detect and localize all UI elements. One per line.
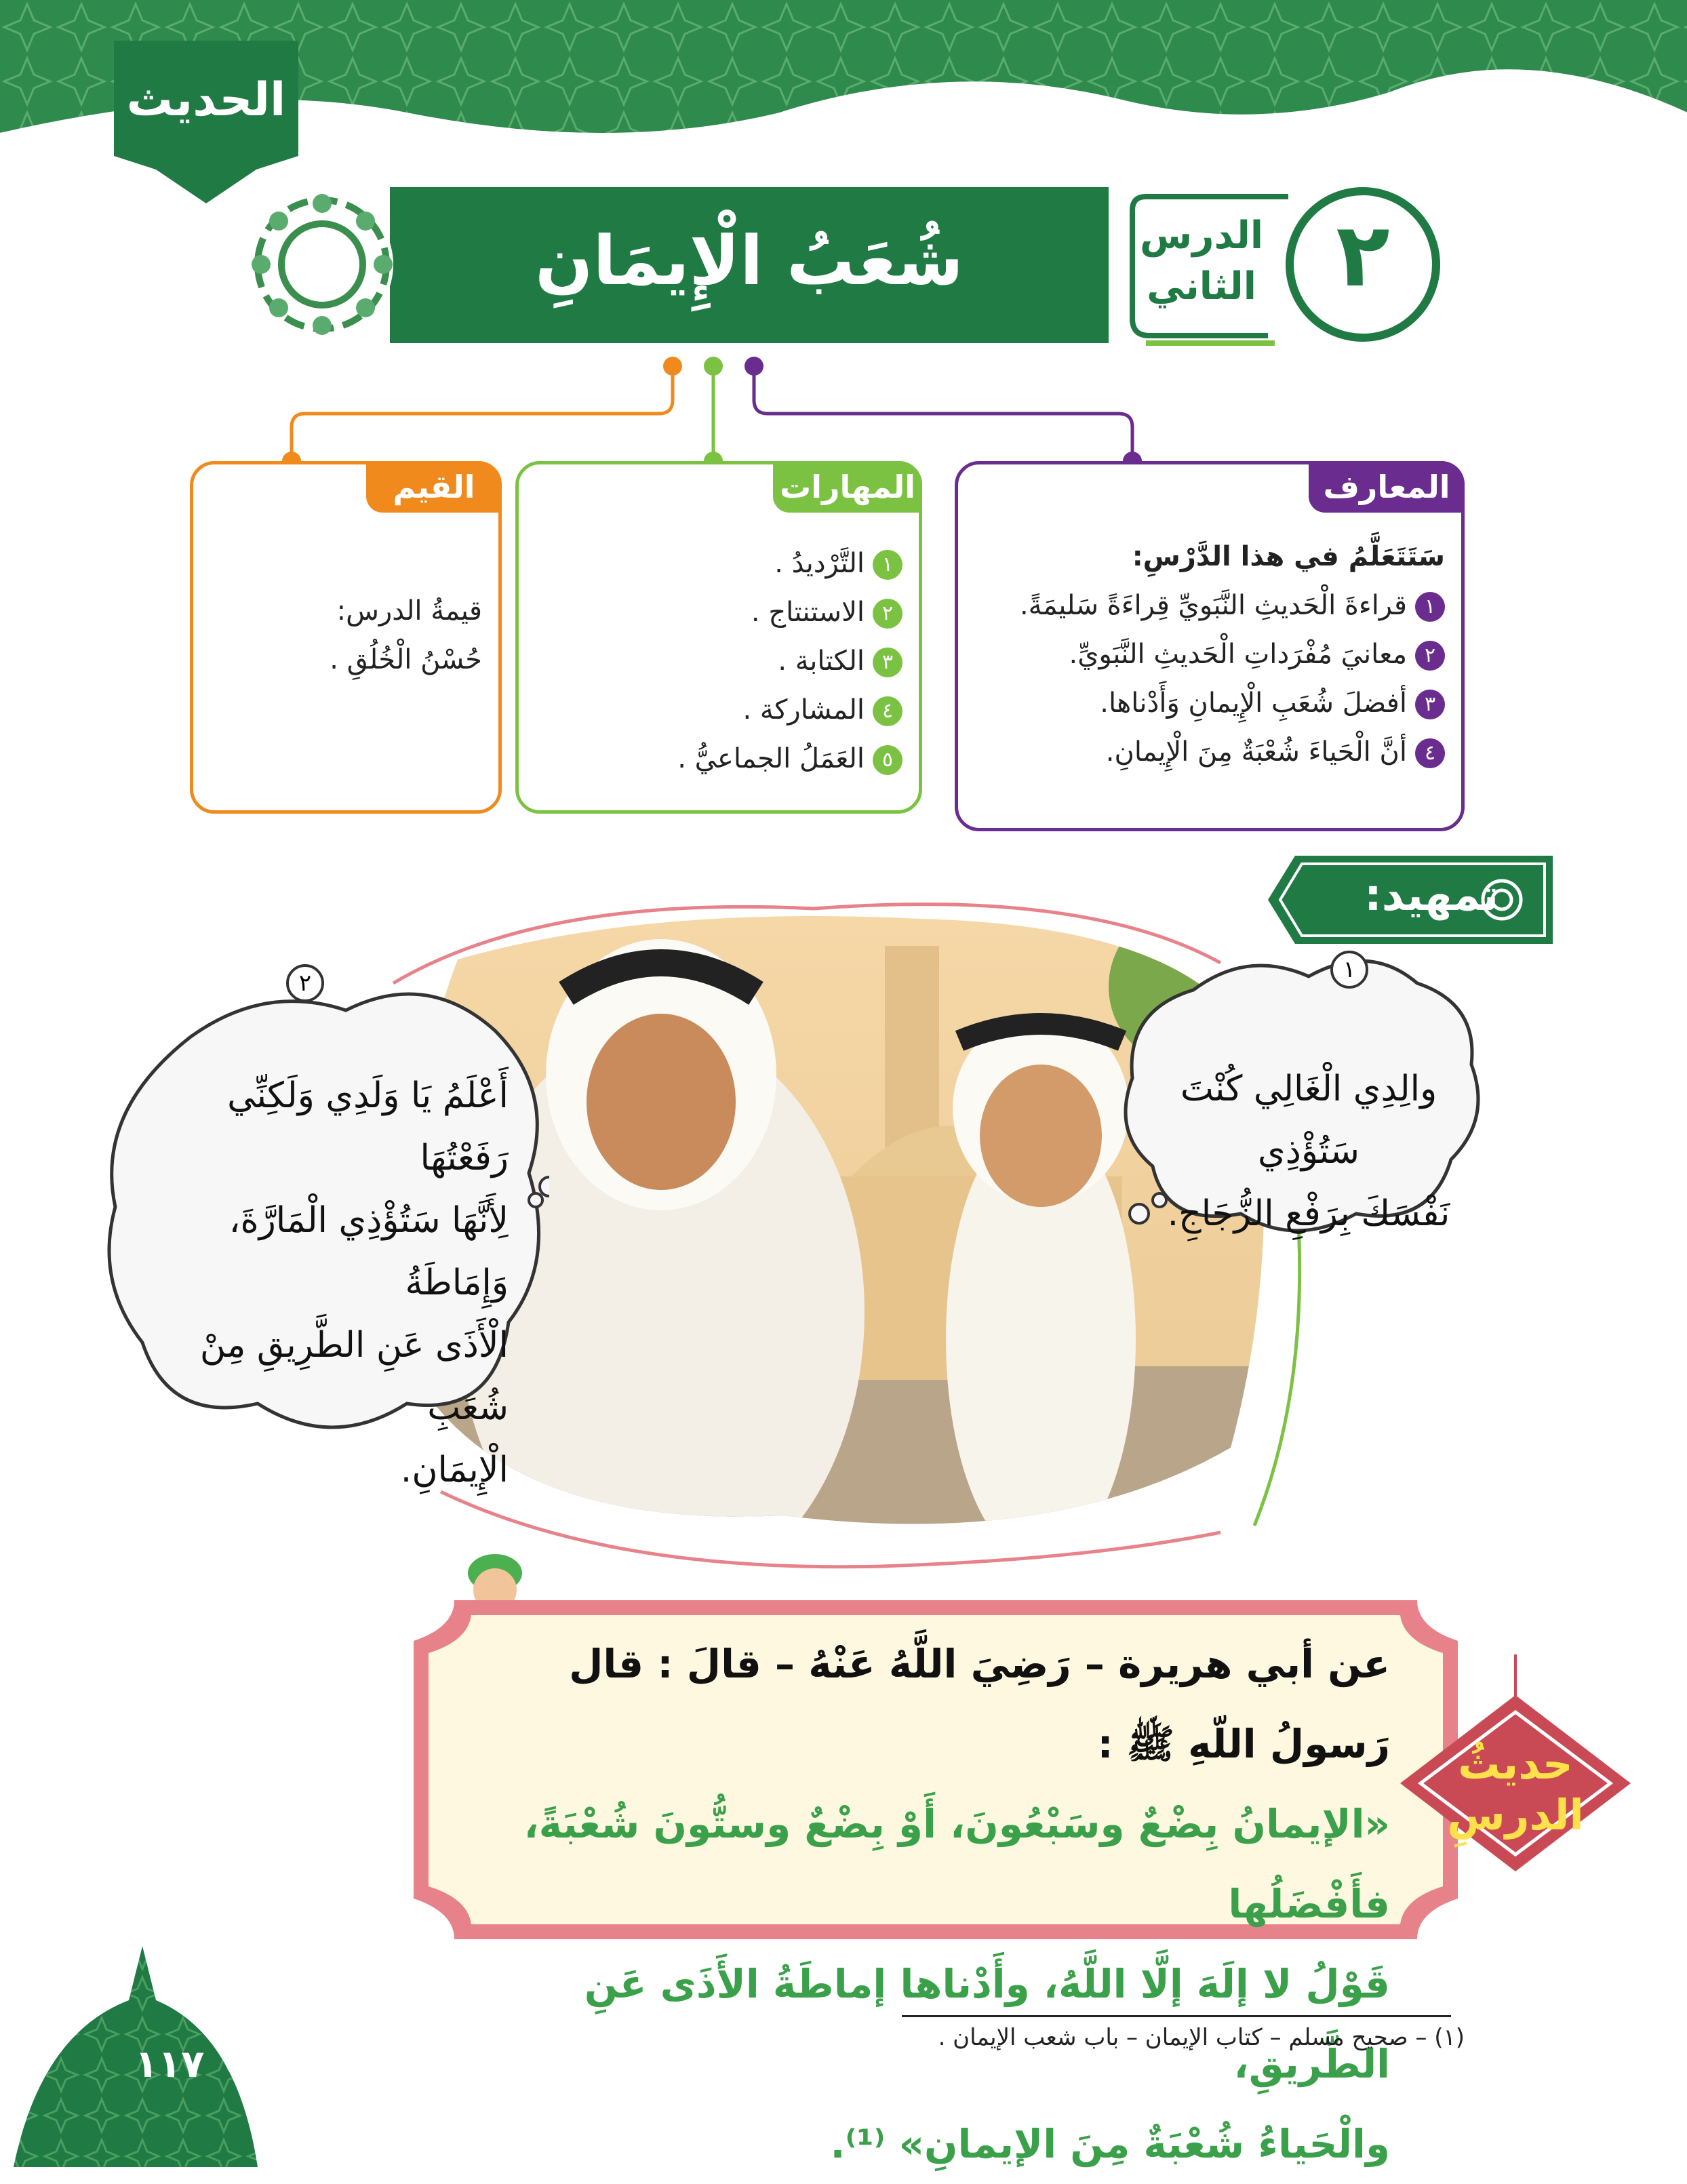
- lesson-label: [1119, 183, 1295, 353]
- lesson-number: ٢: [1336, 203, 1390, 306]
- lesson-title: شُعَبُ الْإِيمَانِ: [535, 221, 964, 300]
- knowledge-item: ٣أفضلَ شُعَبِ الْإِيمانِ وَأَدْناها.: [974, 679, 1445, 728]
- section-title: الحديث: [126, 73, 286, 127]
- hadith-text: [475, 1624, 1390, 2184]
- bubble-1-number: ١: [1343, 956, 1356, 983]
- hadith-line-3: والْحَياءُ شُعْبَةٌ مِنَ الإيمانِ» ⁽¹⁾.: [830, 2121, 1390, 2167]
- lesson-label-line2: الثاني: [1147, 264, 1256, 309]
- skills-title: المهارات: [773, 461, 922, 513]
- knowledge-intro: سَتَتَعَلَّمُ في هذا الدَّرْسِ:: [1132, 541, 1445, 572]
- hadith-line-2: قَوْلُ لا إلَهَ إلَّا اللَّهُ، وأَدْناها إماطَةُ الأَذَى عَنِ الطَّريقِ،: [584, 1961, 1390, 2087]
- knowledge-title: المعارف: [1309, 461, 1465, 513]
- skills-item: ٣الكتابة .: [535, 637, 902, 686]
- values-line2: حُسْنُ الْخُلُقِ .: [330, 644, 482, 675]
- skills-box: [515, 461, 922, 814]
- rosette-ornament-icon: [241, 183, 403, 346]
- knowledge-item: ٢معانيَ مُفْرَداتِ الْحَديثِ النَّبَويِّ.: [974, 630, 1445, 679]
- hadith-tag: [1387, 1654, 1644, 1912]
- hadith-narration: عن أبي هريرة – رَضِيَ اللَّهُ عَنْهُ – قالَ : قال رَسولُ اللّهِ ﷺ :: [569, 1641, 1390, 1767]
- section-tab: [114, 41, 298, 203]
- values-box: [190, 461, 502, 814]
- skills-item: ٥العَمَلُ الجماعيُّ .: [535, 734, 902, 783]
- bubble-2-number: ٢: [298, 970, 312, 997]
- knowledge-box: [955, 461, 1465, 831]
- page-number: ١١٧: [134, 2042, 205, 2086]
- values-title: القيم: [366, 461, 502, 513]
- skills-item: ٤المشاركة .: [535, 686, 902, 734]
- bubble-1-text: والِدِي الْغَالِي كُنْتَ سَتُؤْذِي نَفْسَكَ بِرَفْعِ الزُّجَاجِ.: [1167, 1069, 1450, 1234]
- footnote: (١) – صحيح مسلم – كتاب الإيمان – باب شعب الإيمان .: [938, 2024, 1465, 2051]
- connector-lines: [0, 353, 1687, 475]
- hadith-tag-line2: الدرسِ: [1447, 1790, 1584, 1840]
- skills-item: ٢الاستنتاج .: [535, 588, 902, 637]
- hadith-line-1: «الإيمانُ بِضْعٌ وسَبْعُونَ، أَوْ بِضْعٌ وستُّونَ شُعْبَةً، فأَفْضَلُها: [523, 1801, 1390, 1927]
- lesson-label-line1: الدرس: [1139, 214, 1264, 258]
- knowledge-item: ٤أنَّ الْحَياءَ شُعْبَةٌ مِنَ الْإِيمانِ.: [974, 728, 1445, 776]
- values-line1: قيمةُ الدرس:: [336, 595, 482, 627]
- knowledge-item: ١قراءةَ الْحَديثِ النَّبَويِّ قِراءَةً سَليمَةً.: [974, 581, 1445, 630]
- skills-item: ١التَّرْديدُ .: [535, 539, 902, 588]
- hadith-tag-line1: حديثُ: [1458, 1739, 1573, 1789]
- lesson-title-bar: [390, 187, 1109, 343]
- intro-label: تمهيد:: [1364, 871, 1499, 921]
- footnote-divider: [902, 2015, 1451, 2017]
- bubble-2-text: أَعْلَمُ يَا وَلَدِي وَلَكِنِّي رَفَعْتُهَا لِأَنَّهَا سَتُؤْذِي الْمَارَّةَ، وَإِمَاطَةُ الْأَذَى عَنِ الطَّرِيقِ مِنْ شُعَبِ الْإِيمَانِ.: [199, 1075, 509, 1490]
